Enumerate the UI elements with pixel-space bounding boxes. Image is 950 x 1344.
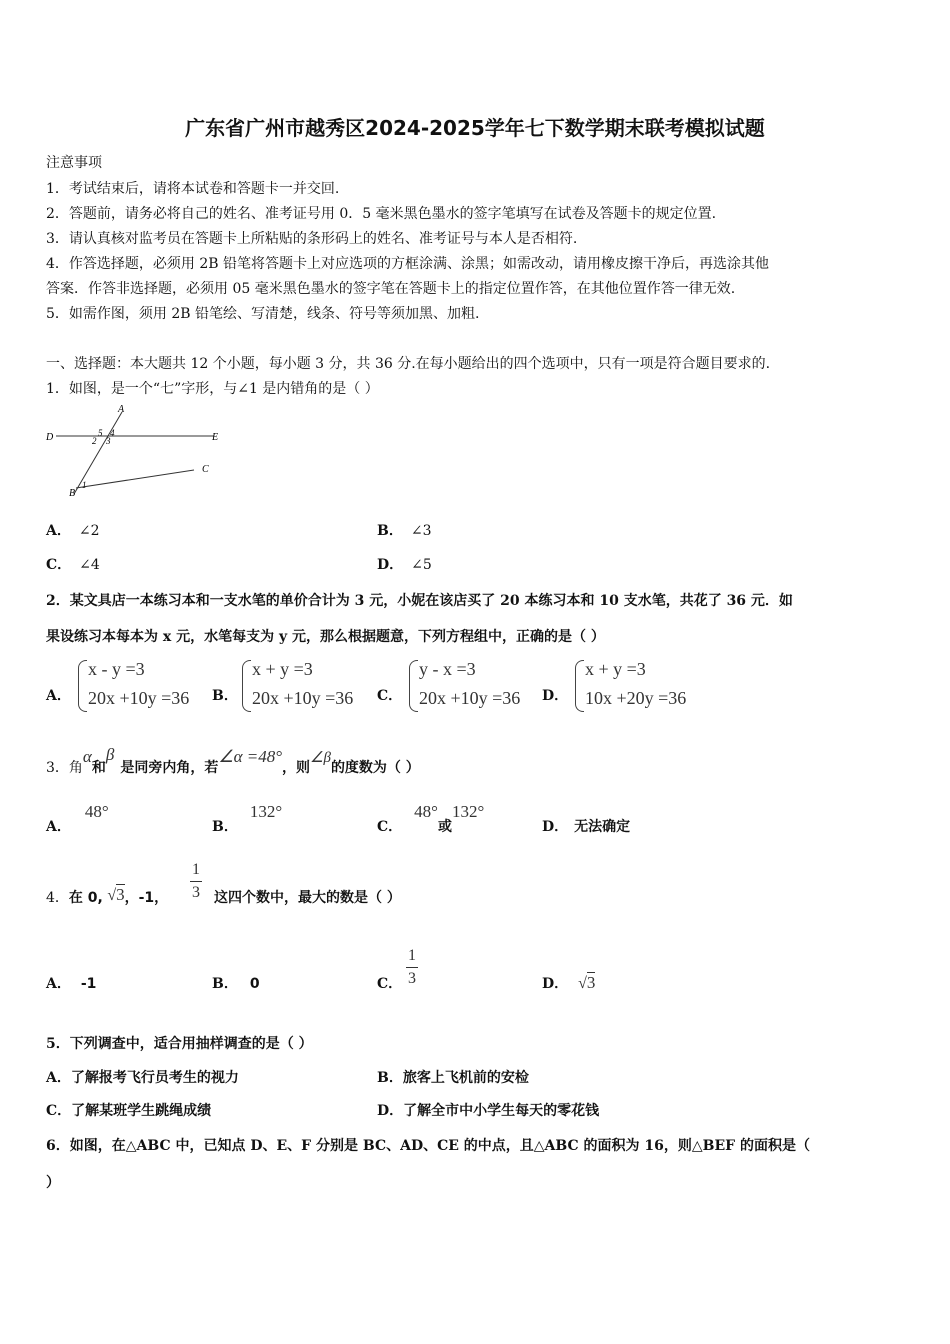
question-2-stem-line2: 果设练习本每本为 x 元，水笔每支为 y 元，那么根据题意，下列方程组中，正确的是（ ）: [46, 629, 605, 645]
sqrt-expression: √3: [107, 885, 125, 904]
alpha-symbol: α: [82, 747, 92, 766]
fraction-numerator: 1: [408, 947, 416, 964]
notice-heading: 注意事项: [46, 155, 102, 171]
stem-text: ，则: [282, 760, 311, 776]
question-2-option-b-eq1: x + y =3: [252, 659, 313, 679]
question-5-option-a[interactable]: [46, 1067, 239, 1087]
line-bc: [76, 470, 194, 488]
option-text: 48°: [84, 802, 109, 821]
brace-icon: [78, 660, 87, 712]
separator: ，: [154, 890, 169, 906]
question-5-option-c[interactable]: [46, 1100, 211, 1120]
option-label: B．: [377, 1070, 403, 1086]
option-text: 48°: [414, 802, 438, 821]
question-3-option-a[interactable]: [46, 802, 109, 836]
question-2-option-c-eq1: y - x =3: [419, 659, 476, 679]
option-label: B．: [377, 523, 403, 539]
option-label: D．: [542, 819, 569, 835]
question-4-option-a[interactable]: [46, 973, 96, 993]
option-text: 旅客上飞机前的安检: [402, 1070, 529, 1086]
question-2-option-d-eq1: x + y =3: [585, 659, 646, 679]
label-angle-5: 5: [98, 428, 103, 438]
option-text: 了解报考飞行员考生的视力: [70, 1070, 239, 1086]
label-b: B: [69, 488, 76, 499]
question-2-option-c-label[interactable]: C．: [377, 688, 403, 704]
label-angle-2: 2: [92, 436, 97, 446]
option-label: A．: [46, 819, 71, 835]
sqrt-radicand: 3: [116, 885, 125, 904]
question-1-stem: 1．如图，是一个“七”字形，与∠1 是内错角的是（ ）: [46, 381, 379, 397]
question-3-option-b[interactable]: [212, 802, 283, 836]
notice-item: 1．考试结束后，请将本试卷和答题卡一并交回.: [46, 181, 340, 197]
question-5-option-d[interactable]: [377, 1100, 599, 1120]
option-label: B．: [212, 819, 238, 835]
notice-item: 3．请认真核对监考员在答题卡上所粘贴的条形码上的姓名、准考证号与本人是否相符.: [46, 231, 578, 247]
condition-expression: ∠α =48°: [218, 747, 283, 766]
option-label: B．: [212, 976, 238, 992]
option-text: 了解某班学生跳绳成绩: [71, 1103, 212, 1119]
option-text: 无法确定: [574, 819, 631, 835]
question-6-stem-line2: ）: [46, 1175, 60, 1191]
fraction-numerator: 1: [192, 861, 200, 878]
option-label: D．: [542, 976, 569, 992]
sqrt-radicand: 3: [586, 973, 596, 992]
question-5-stem: 5．下列调查中，适合用抽样调查的是（ ）: [46, 1036, 313, 1052]
question-2-option-d-eq2: 10x +20y =36: [585, 688, 687, 708]
connector-text: 和: [91, 760, 106, 776]
stem-text: 的度数为（ ）: [330, 760, 420, 776]
angle-beta-symbol: ∠β: [310, 750, 331, 766]
question-6-stem-line1: 6．如图，在△ABC 中，已知点 D、E、F 分别是 BC、AD、CE 的中点，且△ABC 的面积为 16，则△BEF 的面积是（: [46, 1138, 810, 1154]
question-2-option-d-label[interactable]: D．: [542, 688, 569, 704]
option-text: ∠3: [410, 523, 432, 539]
question-1-option-b[interactable]: [377, 520, 431, 540]
option-text: ∠4: [79, 557, 100, 573]
question-4-option-c-label[interactable]: C．: [377, 976, 403, 992]
question-1-option-a[interactable]: [46, 520, 100, 540]
question-4-fraction: [190, 862, 202, 901]
option-label: C．: [46, 557, 72, 573]
option-label: A．: [46, 1070, 71, 1086]
question-3-option-c[interactable]: [377, 802, 485, 836]
question-1-option-d[interactable]: [377, 554, 432, 574]
option-label: A．: [46, 976, 71, 992]
question-2-option-b-eq2: 20x +10y =36: [252, 688, 354, 708]
label-angle-3: 3: [106, 436, 111, 446]
option-text: 132°: [451, 802, 485, 821]
notice-item: 4．作答选择题，必须用 2B 铅笔将答题卡上对应选项的方框涂满、涂黑；如需改动，请用橡皮擦干净后，再选涂其他: [46, 256, 769, 272]
question-2-stem-line1: 2．某文具店一本练习本和一支水笔的单价合计为 3 元，小妮在该店买了 20 本练习本和 10 支水笔，共花了 36 元．如: [46, 593, 793, 609]
label-angle-4: 4: [110, 428, 115, 438]
fraction-denominator: 3: [192, 884, 200, 901]
question-2-option-a-eq1: x - y =3: [88, 659, 145, 679]
notice-item: 答案．作答非选择题，必须用 05 毫米黑色墨水的签字笔在答题卡上的指定位置作答，在其他位置作答一律无效.: [46, 281, 736, 297]
question-2-option-a-eq2: 20x +10y =36: [88, 688, 190, 708]
question-3-option-d[interactable]: [542, 816, 630, 836]
notice-item: 5．如需作图，须用 2B 铅笔绘、写清楚，线条、符号等须加黑、加粗.: [46, 306, 480, 322]
negative-one: -1: [138, 890, 155, 906]
question-number: 4．: [46, 890, 69, 906]
label-e: E: [212, 432, 219, 443]
label-a: A: [118, 404, 125, 415]
section-heading: 一、选择题：本大题共 12 个小题，每小题 3 分，共 36 分.在每小题给出的四个选项中，只有一项是符合题目要求的.: [46, 356, 771, 372]
option-label: D．: [377, 1103, 404, 1119]
option-text: 132°: [249, 802, 283, 821]
question-1-option-c[interactable]: [46, 554, 100, 574]
question-4-stem-end: 这四个数中，最大的数是（ ）: [214, 890, 401, 906]
question-1-figure: [44, 400, 229, 500]
stem-text: 是同旁内角，若: [120, 760, 219, 776]
beta-symbol: β: [105, 745, 115, 764]
label-d: D: [46, 432, 54, 443]
notice-item: 2．答题前，请务必将自己的姓名、准考证号用 0．5 毫米黑色墨水的签字笔填写在试卷及答题卡的规定位置.: [46, 206, 717, 222]
question-3-stem: [46, 745, 420, 777]
brace-icon: [575, 660, 584, 712]
fraction-denominator: 3: [408, 970, 416, 987]
question-4-option-d[interactable]: [542, 973, 595, 993]
question-2-option-a-label[interactable]: A．: [46, 688, 71, 704]
option-label: A．: [46, 523, 71, 539]
question-4-option-c-fraction: [406, 948, 418, 987]
or-text: 或: [437, 819, 452, 835]
label-c: C: [202, 464, 209, 475]
brace-icon: [409, 660, 418, 712]
question-5-option-b[interactable]: [377, 1067, 529, 1087]
question-2-option-c-eq2: 20x +10y =36: [419, 688, 521, 708]
question-number: 3．角: [46, 760, 83, 776]
question-4-stem: [46, 887, 168, 907]
option-text: 了解全市中小学生每天的零花钱: [403, 1103, 600, 1119]
stem-text: 在 0,: [68, 890, 103, 906]
option-label: C．: [46, 1103, 72, 1119]
brace-icon: [242, 660, 251, 712]
option-text: ∠5: [411, 557, 432, 573]
sqrt-expression: √3: [578, 973, 596, 992]
separator: ，: [124, 890, 139, 906]
page-title: 广东省广州市越秀区2024-2025学年七下数学期末联考模拟试题: [185, 116, 765, 140]
question-4-option-b[interactable]: [212, 973, 260, 993]
option-label: D．: [377, 557, 404, 573]
label-angle-1: 1: [82, 480, 87, 490]
question-2-option-b-label[interactable]: B．: [212, 688, 238, 704]
option-text: ∠2: [78, 523, 100, 539]
option-label: C．: [377, 819, 403, 835]
option-text: -1: [80, 976, 97, 992]
option-text: 0: [249, 976, 260, 992]
